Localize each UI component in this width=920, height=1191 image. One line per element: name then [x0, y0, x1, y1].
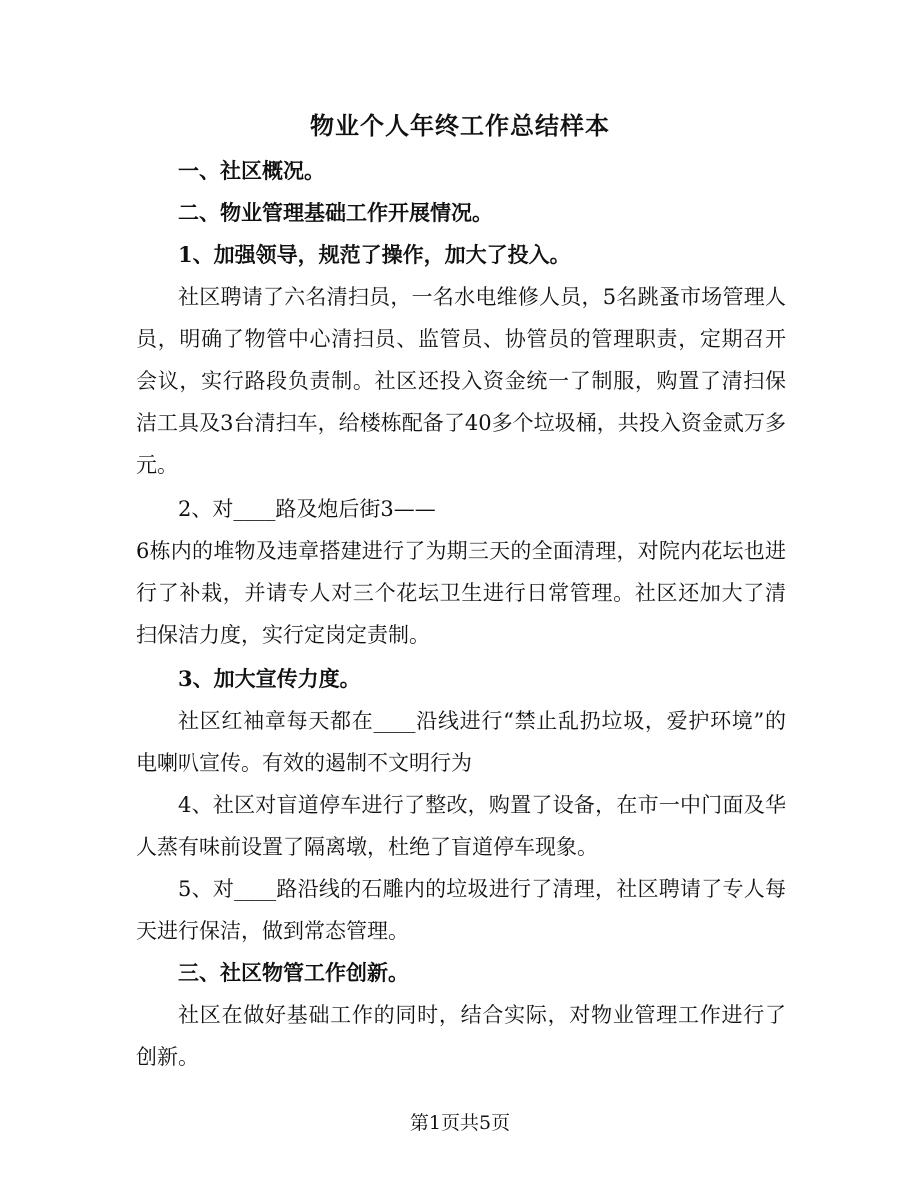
paragraph-innovation: 社区在做好基础工作的同时，结合实际，对物业管理工作进行了创新。: [136, 1003, 786, 1069]
paragraph-staffing: 社区聘请了六名清扫员，一名水电维修人员，5名跳蚤市场管理人员，明确了物管中心清扫员、监管员、协管员的管理职责，定期召开会议，实行路段负责制。社区还投入资金统一了制服，购置了清扫保洁工具及3台清扫车，给楼栋配备了40多个垃圾桶，共投入资金贰万多元。: [136, 285, 786, 477]
section-heading-community-overview: 一、社区概况。: [178, 158, 325, 183]
subheading-leadership: 1、加强领导，规范了操作，加大了投入。: [178, 242, 571, 267]
page-title: 物业个人年终工作总结样本: [310, 111, 610, 140]
paragraph-cleanup-body: 6栋内的堆物及违章搭建进行了为期三天的全面清理，对院内花坛也进行了补栽，并请专人对三个花坛卫生进行日常管理。社区还加大了清扫保洁力度，实行定岗定责制。: [136, 539, 786, 647]
paragraph-publicity: 社区红袖章每天都在____沿线进行“禁止乱扔垃圾，爱护环境”的电喇叭宣传。有效的遏制不文明行为: [136, 709, 786, 775]
page-footer: 第1页共5页: [409, 1112, 511, 1134]
paragraph-stone-carving: 5、对____路沿线的石雕内的垃圾进行了清理，社区聘请了专人每天进行保洁，做到常态管理。: [136, 877, 786, 943]
subheading-publicity: 3、加大宣传力度。: [178, 666, 361, 691]
paragraph-blind-path: 4、社区对盲道停车进行了整改，购置了设备，在市一中门面及华人蒸有味前设置了隔离墩，杜绝了盲道停车现象。: [136, 793, 786, 859]
document-body: [136, 150, 786, 1078]
section-heading-basic-work: 二、物业管理基础工作开展情况。: [178, 200, 493, 225]
paragraph-cleanup-intro: 2、对____路及炮后街3——: [178, 497, 436, 521]
section-heading-innovation: 三、社区物管工作创新。: [178, 960, 409, 985]
